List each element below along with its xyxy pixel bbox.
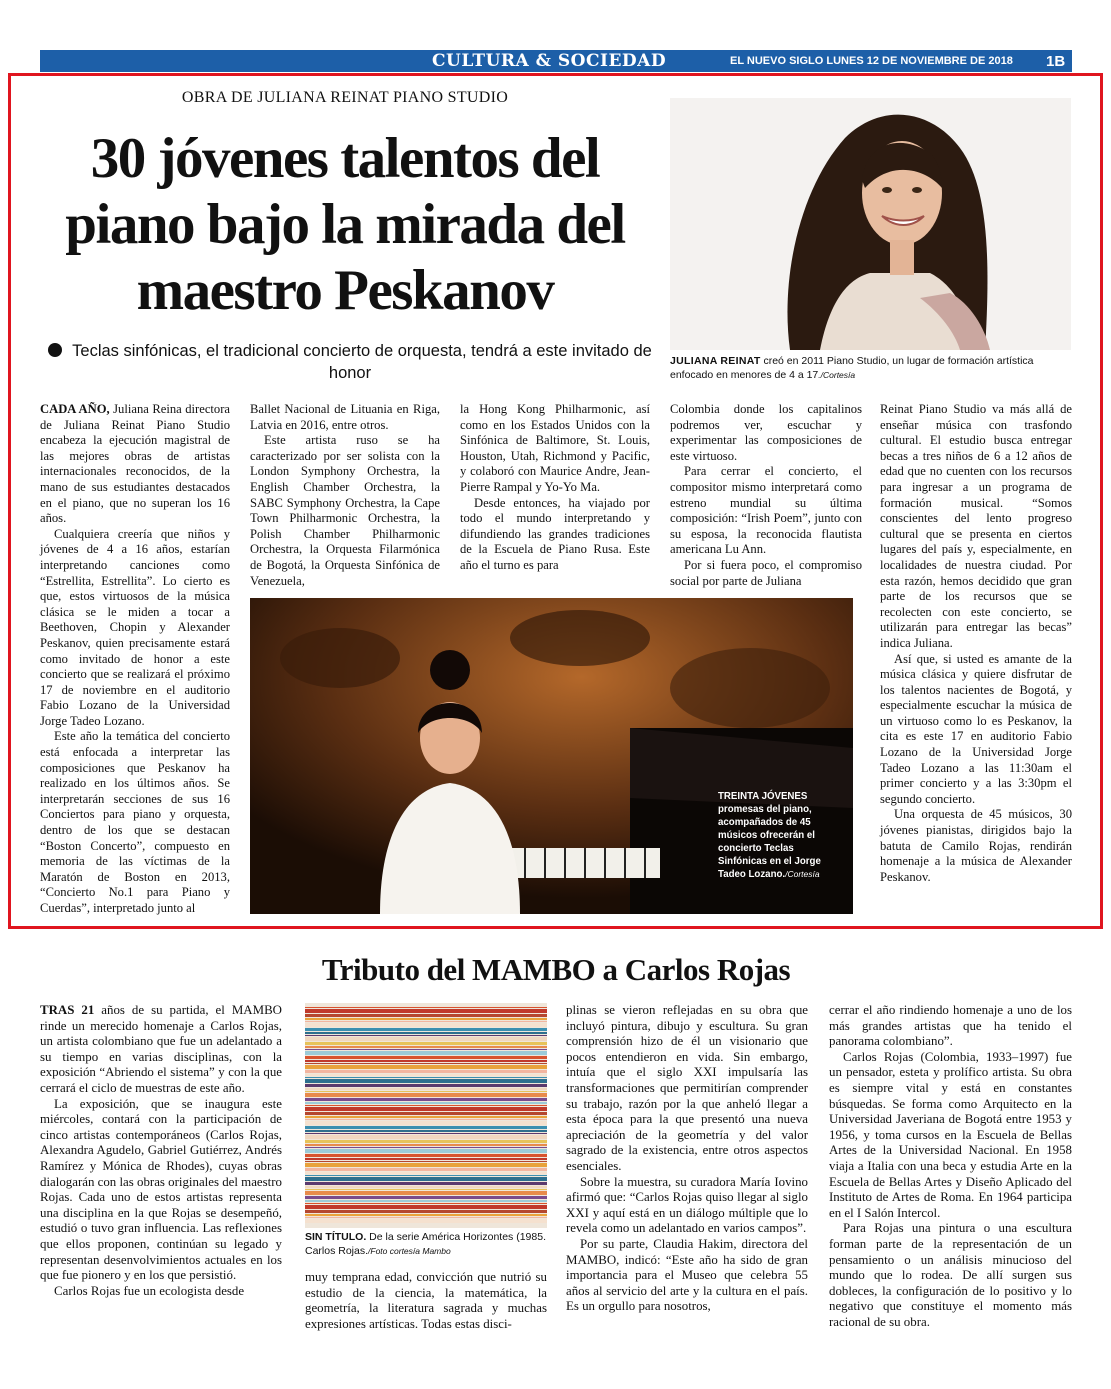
stripe xyxy=(305,1205,547,1209)
paragraph: Cualquiera creería que niños y jóvenes de 4 a 16 años, estarían interpretando canciones como “Estrellita, Estrellita”. Lo cierto es que, estos virtuosos de la música clásica se le miden a tocar a Beethoven, Chopin y Alexander Peskanov, quien precisamente estará como invitado de honor a este concierto que se realizará el próximo 17 de noviembre en el auditorio Fabio Lozano de la Universidad Jorge Tadeo Lozano. xyxy=(40,526,230,728)
article-column-1 xyxy=(40,402,230,917)
stripe xyxy=(305,1093,547,1097)
portrait-image xyxy=(670,98,1071,350)
stripe xyxy=(305,1065,547,1069)
dateline xyxy=(730,50,1013,72)
stripe xyxy=(305,1077,547,1078)
lead-in: TRAS 21 xyxy=(40,1003,95,1017)
article2-column-2 xyxy=(305,1270,547,1332)
stripe xyxy=(305,1154,547,1157)
paragraph: Para cerrar el concierto, el compositor mismo interpretará como estreno mundial su última composición: “Irish Poem”, junto con su esposa, la reconocida flautista americana Lu Ann. xyxy=(670,464,862,557)
stripe xyxy=(305,1021,547,1022)
stripe xyxy=(305,1189,547,1190)
stripe xyxy=(305,1074,547,1076)
stripe xyxy=(305,1191,547,1195)
stripe xyxy=(305,1056,547,1059)
stripe xyxy=(305,1035,547,1036)
artwork-image xyxy=(305,1003,547,1228)
paragraph: Una orquesta de 45 músicos, 30 jóvenes pianistas, dirigidos bajo la batuta de Camilo Rojas, rendirán homenaje a la música de Alexander Peskanov. xyxy=(880,807,1072,884)
stripe xyxy=(305,1210,547,1213)
caption-name: JULIANA REINAT xyxy=(670,355,761,367)
stripe xyxy=(305,1070,547,1073)
stripe xyxy=(305,1091,547,1092)
stripe xyxy=(305,1084,547,1087)
stripe xyxy=(305,1116,547,1118)
caption-credit: /Cortesía xyxy=(785,869,820,879)
paragraph: años de su partida, el MAMBO rinde un merecido homenaje a Carlos Rojas, un artista colombiano que fue un adelantado a su tiempo en varias disciplinas, con la exposición “Abriendo el sistema” y con la que cerrará el ciclo de muestras de este año. xyxy=(40,1003,282,1095)
stripe xyxy=(305,1219,547,1223)
paragraph: La exposición, que se inaugura este miércoles, contará con la participación de cinco artistas contemporáneos (Carlos Rojas, Alexandra Agudelo, Gabriel Gutiérrez, Andrés Ramírez y Mónica de Rhodes), cuyas obras dialogarán con las obras originales del maestro Rojas. Cada uno de estos artistas representa una disciplina en la que Rojas se desempeñó, estudió o tuvo gran influencia. Las reflexiones que ellos proponen, continúan su legado y representan desenvolvimientos actuales en los que fue pionero y en los que persistió. xyxy=(40,1096,282,1283)
caption-credit: ./Cortesía xyxy=(818,370,856,380)
paragraph: la Hong Kong Philharmonic, así como en los Estados Unidos con la Sinfónica de Baltimore, St. Louis, Houston, Utah, Richmond y Pacific, y colaboró con Maurice Andre, Jean-Pierre Rampal y Yo-Yo Ma. xyxy=(460,402,650,494)
paragraph: Desde entonces, ha viajado por todo el mundo interpretando y difundiendo las grandes tradiciones de la Escuela de Piano Rusa. Este año el turno es para xyxy=(460,495,650,572)
stripe xyxy=(305,1144,547,1146)
stripe xyxy=(305,1177,547,1181)
stripe xyxy=(305,1140,547,1143)
article-headline: 30 jóvenes talentos del piano bajo la mirada del maestro Peskanov xyxy=(65,127,625,322)
stripe xyxy=(305,1130,547,1132)
stripe xyxy=(305,1028,547,1031)
article-kicker: OBRA DE JULIANA REINAT PIANO STUDIO xyxy=(181,89,509,106)
paragraph: Reinat Piano Studio va más allá de enseñar música con trasfondo cultural. El estudio busca entregar becas a tres niños de 6 a 12 años de edad que no cuenten con los recursos para ingresar a un programa de formación musical. “Somos conscientes del lento progreso cultural que se presenta en ciertos lugares del país y, especialmente, en localidades de nuestra ciudad. Por esta razón, hemos decidido que gran parte de los recursos que se recolecten con este concierto, se utilizarán para entregar las becas” indica Juliana. xyxy=(880,402,1072,650)
concert-caption xyxy=(718,790,840,881)
stripe xyxy=(305,1032,547,1034)
paragraph: Colombia donde los capitalinos podremos ver, escuchar y experimentar las composiciones de este virtuoso. xyxy=(670,402,862,463)
stripe xyxy=(305,1182,547,1185)
stripe xyxy=(305,1135,547,1139)
portrait-caption xyxy=(670,354,1071,382)
stripe xyxy=(305,1214,547,1216)
caption-lead: SIN TÍTULO. xyxy=(305,1231,367,1243)
paragraph: Por si fuera poco, el compromiso social por parte de Juliana xyxy=(670,557,862,588)
paper-name: EL NUEVO SIGLO xyxy=(730,55,824,67)
article-deck xyxy=(40,340,660,384)
paragraph: cerrar el año rindiendo homenaje a uno de los más grandes artistas que ha tenido el panorama colombiano”. xyxy=(829,1003,1072,1049)
stripe xyxy=(305,1112,547,1115)
article-column-2 xyxy=(250,402,440,589)
paragraph: Carlos Rojas (Colombia, 1933–1997) fue un pensador, esteta y prolífico artista. Su obra es siempre vital y está en constantes búsquedas. Se forma como Arquitecto en la Universidad Javeriana de Bogotá entre 1953 y 1956, y toma cursos en la Escuela de Bellas Artes de la Universidad Nacional. En 1958 viaja a Italia con una beca y estudia Arte en la Escuela de Bellas Artes y Diseño Aplicado del Instituto de Artes de Roma. En 1964 participa en el I Salón Intercol. xyxy=(829,1049,1072,1220)
stripe xyxy=(305,1046,547,1048)
stripe xyxy=(305,1149,547,1153)
bullet-icon xyxy=(48,343,62,357)
article2-column-3 xyxy=(566,1003,808,1315)
stripe xyxy=(305,1037,547,1041)
paragraph: Ballet Nacional de Lituania en Riga, Latvia en 2016, entre otros. xyxy=(250,402,440,432)
stripe-painting xyxy=(305,1003,547,1228)
stripe xyxy=(305,1042,547,1045)
stripe xyxy=(305,1107,547,1111)
paragraph: Para Rojas una pintura o una escultura forman parte de la representación de un pensamiento o un análisis minucioso del mundo que lo rodea. De allí surgen sus dobleces, la configuración de lo positivo y lo negativo que constituye el momento más racional de su obra. xyxy=(829,1221,1072,1329)
stripe xyxy=(305,1217,547,1218)
stripe xyxy=(305,1105,547,1106)
stripe xyxy=(305,1049,547,1050)
article2-column-1 xyxy=(40,1003,282,1299)
paragraph: Carlos Rojas fue un ecologista desde xyxy=(54,1283,245,1298)
stripe xyxy=(305,1023,547,1027)
stripe xyxy=(305,1175,547,1176)
stripe xyxy=(305,1121,547,1125)
article-column-5 xyxy=(880,402,1072,885)
stripe xyxy=(305,1063,547,1064)
caption-text: De la serie América Horizontes (1985. Carlos Rojas. xyxy=(305,1231,546,1257)
stripe xyxy=(305,1186,547,1188)
paragraph: plinas se vieron reflejadas en su obra que incluyó pintura, dibujo y escultura. Su gran comprensión hizo de él un visionario que pocos entendieron en vida. Sin embargo, intuía que el siglo XXI impulsaría las transformaciones que permitirían comprender su trabajo, razón por la que anheló llegar a esta época para la que presentó una nueva apreciación de la geometría y del valor sagrado de la existencia, entre otros aspectos esenciales. xyxy=(566,1003,808,1173)
stripe xyxy=(305,1018,547,1020)
stripe xyxy=(305,1158,547,1160)
article2-column-4 xyxy=(829,1003,1072,1330)
paragraph: Así que, si usted es amante de la música clásica y quiere disfrutar de los talentos nacientes de Bogotá, y especialmente escuchar la música de un virtuoso como lo es Peskanov, la cita es este 17 en auditorio Fabio Lozano de la Universidad Jorge Tadeo Lozano a las 11:30am el primer concierto y a las 3:30pm el segundo concierto. xyxy=(880,651,1072,806)
deck-text: Teclas sinfónicas, el tradicional concierto de orquesta, tendrá a este invitado de honor xyxy=(72,342,652,382)
stripe xyxy=(305,1161,547,1162)
caption-text: promesas del piano, acompañados de 45 músicos ofrecerán el concierto Teclas Sinfónicas en el Jorge Tadeo Lozano. xyxy=(718,804,821,880)
page-number: 1B xyxy=(1046,53,1066,70)
article-column-3 xyxy=(460,402,650,574)
stripe xyxy=(305,1060,547,1062)
article2-headline: Tributo del MAMBO a Carlos Rojas xyxy=(321,952,791,987)
stripe xyxy=(305,1102,547,1104)
paragraph: Por su parte, Claudia Hakim, directora del MAMBO, indicó: “Este año ha sido de gran importancia para el Museo que celebra 55 años al servicio del arte y la cultura en el país. Es un orgullo para nosotros, xyxy=(566,1236,808,1314)
paragraph: Sobre la muestra, su curadora María Iovino afirmó que: “Carlos Rojas quiso llegar al siglo XXI y aquí está en un diálogo múltiple que lo revela como un adelantado en varios campos”. xyxy=(566,1174,808,1236)
stripe xyxy=(305,1098,547,1101)
paragraph: Este artista ruso se ha caracterizado por ser solista con la London Symphony Orchestra, la English Chamber Orchestra, la SABC Symphony Orchestra, la Cape Town Philharmonic Orchestra, la Polish Chamber Philharmonic Orchestra, la Orquesta Filarmónica de Bogotá, la Orquesta Sinfónica de Venezuela, xyxy=(250,433,440,588)
stripe xyxy=(305,1168,547,1171)
portrait-photo xyxy=(670,98,1071,350)
stripe xyxy=(305,1203,547,1204)
artwork-caption xyxy=(305,1231,547,1258)
stripe xyxy=(305,1147,547,1148)
section-title: CULTURA & SOCIEDAD xyxy=(432,51,667,71)
stripe xyxy=(305,1163,547,1167)
stripe xyxy=(305,1079,547,1083)
stripe xyxy=(305,1088,547,1090)
caption-text: creó en 2011 Piano Studio, un lugar de formación artística enfocado en menores de 4 a 17 xyxy=(670,355,1034,381)
lead-in: CADA AÑO, xyxy=(40,402,110,416)
stripe xyxy=(305,1126,547,1129)
caption-credit: /Foto cortesía Mambo xyxy=(368,1245,451,1256)
paragraph: Juliana Reina directora de Juliana Reinat Piano Studio encabeza la ejecución magistral de las mejores obras de artistas internacionales reconocidos, de la mano de sus estudiantes destacados en el piano, que no superan los 16 años. xyxy=(40,402,230,526)
paragraph: muy temprana edad, convicción que nutrió su estudio de la ciencia, la matemática, la geometría, la literatura sagrada y muchas expresiones artísticas. Todas estas disci- xyxy=(305,1270,547,1331)
stripe xyxy=(305,1196,547,1199)
stripe xyxy=(305,1009,547,1013)
paragraph: Este año la temática del concierto está enfocada a interpretar las composiciones que Peskanov ha realizado en los últimos años. Se interpretarán secciones de sus 16 Conciertos para piano y orquesta, dentro de los que se destacan “Boston Concerto”, compuesto en memoria de las víctimas de la Maratón de Boston en 2013, “Concierto No.1 para Piano y Cuerdas”, interpretado junto al xyxy=(40,729,230,915)
stripe xyxy=(305,1119,547,1120)
caption-lead: TREINTA JÓVENES xyxy=(718,791,808,802)
stripe xyxy=(305,1133,547,1134)
stripe xyxy=(305,1014,547,1017)
stripe xyxy=(305,1200,547,1202)
article-column-4 xyxy=(670,402,862,589)
issue-date: LUNES 12 DE NOVIEMBRE DE 2018 xyxy=(826,55,1013,67)
stripe xyxy=(305,1051,547,1055)
stripe xyxy=(305,1172,547,1174)
stripe xyxy=(305,1007,547,1008)
